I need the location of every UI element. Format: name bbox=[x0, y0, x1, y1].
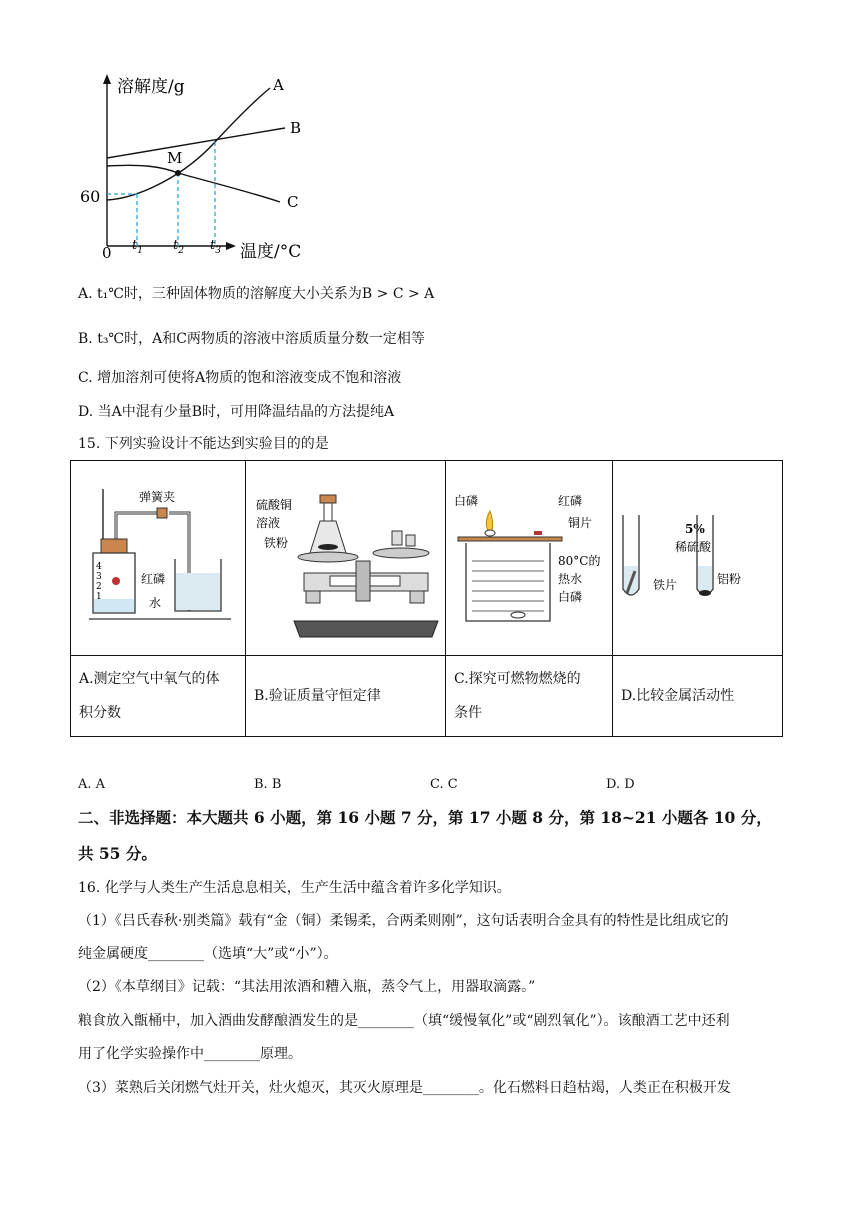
choice-a: A. A bbox=[78, 777, 106, 792]
svg-text:5%: 5% bbox=[685, 522, 705, 536]
q14-option-c: C. 增加溶剂可使将A物质的饱和溶液变成不饱和溶液 bbox=[78, 370, 402, 386]
figure-b-balance bbox=[246, 461, 445, 651]
figure-d-test-tubes bbox=[613, 461, 782, 651]
q14-option-d: D. 当A中混有少量B时，可用降温结晶的方法提纯A bbox=[78, 404, 395, 420]
x-axis-arrow-icon bbox=[226, 242, 236, 250]
section-heading-line2: 共 55 分。 bbox=[78, 844, 157, 863]
x-tick-t2: $t_2$ bbox=[173, 238, 184, 256]
q16-part1-line1: （1）《吕氏春秋·别类篇》载有“金（铜）柔锡柔，合两柔则刚”，这句话表明合金具有的特性是比组成它的 bbox=[78, 913, 729, 929]
choice-d: D. D bbox=[606, 777, 635, 792]
aluminum-powder bbox=[699, 590, 711, 596]
q14-option-a: A. t₁℃时，三种固体物质的溶解度大小关系为B > C > A bbox=[78, 286, 435, 302]
svg-text:弹簧夹: 弹簧夹 bbox=[139, 490, 176, 504]
figure-a-apparatus bbox=[71, 461, 245, 651]
figure-c-beaker bbox=[446, 461, 612, 651]
weight-icon bbox=[392, 531, 402, 545]
svg-text:水: 水 bbox=[149, 596, 162, 610]
svg-text:铜片: 铜片 bbox=[568, 516, 593, 530]
caption-d: D.比较金属活动性 bbox=[613, 656, 783, 737]
svg-text:红磷: 红磷 bbox=[558, 494, 583, 508]
solubility-graph bbox=[70, 70, 330, 270]
svg-text:3: 3 bbox=[96, 572, 102, 582]
x-tick-t1: $t_1$ bbox=[132, 238, 143, 256]
svg-text:白磷: 白磷 bbox=[558, 590, 583, 604]
q16-part2-line3: 用了化学实验操作中________原理。 bbox=[78, 1046, 302, 1062]
svg-text:铝粉: 铝粉 bbox=[717, 572, 742, 586]
curve-c bbox=[107, 165, 280, 202]
x-axis-label: 温度/°C bbox=[240, 242, 302, 262]
caption-c: C.探究可燃物燃烧的 条件 bbox=[446, 656, 613, 737]
svg-text:红磷: 红磷 bbox=[141, 572, 166, 586]
svg-text:稀硫酸: 稀硫酸 bbox=[675, 540, 712, 554]
q16-stem: 16. 化学与人类生产生活息息相关，生产生活中蕴含着许多化学知识。 bbox=[78, 880, 511, 896]
spring-clip-icon bbox=[157, 508, 167, 518]
figure-c-cell bbox=[446, 461, 613, 656]
svg-text:2: 2 bbox=[96, 582, 102, 592]
curve-b bbox=[107, 128, 285, 158]
caption-a: A.测定空气中氧气的体 积分数 bbox=[71, 656, 246, 737]
x-tick-t3: $t_3$ bbox=[210, 238, 221, 256]
q15-stem: 15. 下列实验设计不能达到实验目的的是 bbox=[78, 436, 329, 452]
point-m-label: M bbox=[167, 149, 183, 167]
q16-part2-line1: （2）《本草纲目》记载：“其法用浓酒和糟入瓶，蒸令气上，用器取滴露。” bbox=[78, 979, 536, 995]
curve-a-label: A bbox=[273, 76, 284, 94]
curve-c-label: C bbox=[287, 193, 299, 211]
experiment-table bbox=[70, 460, 783, 737]
svg-text:硫酸铜: 硫酸铜 bbox=[256, 498, 293, 512]
curve-b-label: B bbox=[290, 119, 302, 137]
figure-b-cell bbox=[246, 461, 446, 656]
figure-d-cell bbox=[613, 461, 783, 656]
svg-text:铁粉: 铁粉 bbox=[264, 536, 289, 550]
svg-text:热水: 热水 bbox=[558, 572, 583, 586]
svg-text:4: 4 bbox=[96, 562, 102, 572]
origin-label: 0 bbox=[102, 244, 112, 262]
svg-text:1: 1 bbox=[96, 592, 102, 602]
svg-text:白磷: 白磷 bbox=[454, 494, 479, 508]
y-axis-label: 溶解度/g bbox=[117, 77, 185, 97]
flame-icon bbox=[486, 511, 492, 531]
section-heading-line1: 二、非选择题：本大题共 6 小题，第 16 小题 7 分，第 17 小题 8 分，第 18~21 小题各 10 分， bbox=[78, 808, 772, 827]
figure-a-cell bbox=[71, 461, 246, 656]
y-axis-arrow-icon bbox=[103, 74, 111, 84]
q16-part2-line2: 粮食放入甑桶中，加入酒曲发酵酿酒发生的是________（填“缓慢氧化”或“剧烈氧化”）。该酿酒工艺中还利 bbox=[78, 1013, 730, 1029]
svg-text:80°C的: 80°C的 bbox=[558, 554, 601, 568]
choice-b: B. B bbox=[254, 777, 282, 792]
red-phosphorus-icon bbox=[112, 577, 120, 585]
weight-icon bbox=[406, 535, 415, 546]
choice-c: C. C bbox=[430, 777, 458, 792]
y-tick-60: 60 bbox=[80, 187, 101, 206]
intersection-point-m bbox=[175, 170, 181, 176]
caption-b: B.验证质量守恒定律 bbox=[246, 656, 446, 737]
q14-option-b: B. t₃℃时，A和C两物质的溶液中溶质质量分数一定相等 bbox=[78, 331, 425, 347]
svg-text:溶液: 溶液 bbox=[256, 516, 281, 530]
beaker-c bbox=[466, 543, 550, 621]
balance-base bbox=[294, 621, 438, 637]
q16-part3-line1: （3）菜熟后关闭燃气灶开关，灶火熄灭，其灭火原理是________。化石燃料日趋枯竭，人类正在积极开发 bbox=[78, 1080, 731, 1096]
svg-text:铁片: 铁片 bbox=[653, 578, 678, 592]
q16-part1-line2: 纯金属硬度________（选填“大”或“小”）。 bbox=[78, 946, 338, 962]
